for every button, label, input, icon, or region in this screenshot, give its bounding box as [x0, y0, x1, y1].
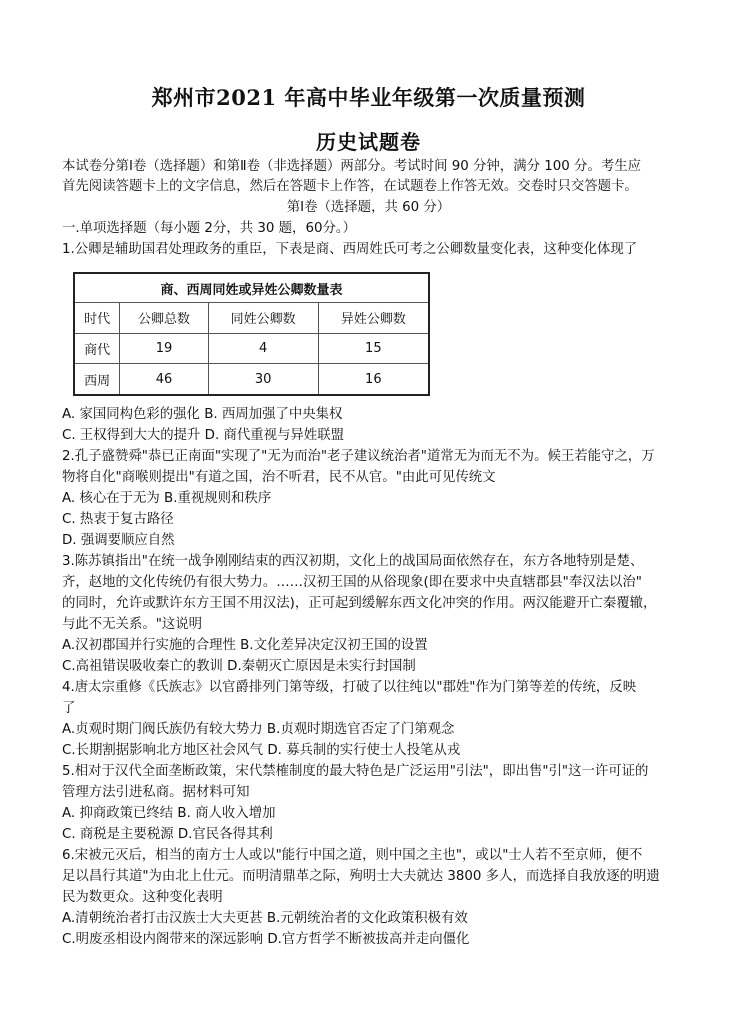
- instructions-line-1: 本试卷分第Ⅰ卷（选择题）和第Ⅱ卷（非选择题）两部分。考试时间 90 分钟，满分 100 分。考生应: [62, 159, 642, 174]
- q5-stem-1: 5.相对于汉代全面垄断政策，宋代禁榷制度的最大特色是广泛运用"引法"，即出售"引"这一许可证的: [62, 764, 649, 779]
- q5-options-cd: C. 商税是主要税源 D.官民各得其利: [62, 827, 273, 842]
- q3-stem-2: 齐，赵地的文化传统仍有很大势力。……汉初王国的从俗现象(即在要求中央直辖郡县"奉汉法以治": [62, 575, 642, 590]
- q6-options-ab: A.清朝统治者打击汉族士大夫更甚 B.元朝统治者的文化政策积极有效: [62, 911, 468, 926]
- exam-subtitle: 历史试题卷: [316, 130, 421, 154]
- table-cell: 西周: [74, 364, 120, 395]
- q3-options-cd: C.高祖错误吸收秦亡的教训 D.秦朝灭亡原因是未实行封国制: [62, 659, 416, 674]
- section-heading: 一.单项选择题（每小题 2分，共 30 题，60分。）: [62, 221, 356, 236]
- q4-options-cd: C.长期割据影响北方地区社会风气 D. 募兵制的实行使士人投笔从戎: [62, 743, 461, 758]
- q6-stem-1: 6.宋被元灭后，相当的南方士人或以"能行中国之道，则中国之主也"，或以"士人若不至京师，便不: [62, 848, 643, 863]
- table-row: [74, 364, 429, 395]
- table-cell: 15: [318, 333, 429, 364]
- table-caption: 商、西周同姓或异姓公卿数量表: [74, 273, 429, 303]
- q2-option-c: C. 热衷于复古路径: [62, 512, 174, 527]
- q4-stem-1: 4.唐太宗重修《氏族志》以官爵排列门第等级，打破了以往纯以"郡姓"作为门第等差的传统，反映: [62, 680, 637, 695]
- q3-stem-1: 3.陈苏镇指出"在统一战争刚刚结束的西汉初期，文化上的战国局面依然存在，东方各地特别是楚、: [62, 554, 644, 569]
- q5-options-ab: A. 抑商政策已终结 B. 商人收入增加: [62, 806, 276, 821]
- q3-options-ab: A.汉初郡国并行实施的合理性 B.文化差异决定汉初王国的设置: [62, 638, 428, 653]
- instructions-line-2: 首先阅读答题卡上的文字信息，然后在答题卡上作答，在试题卷上作答无效。交卷时只交答题卡。: [62, 179, 638, 194]
- exam-title: 郑州市2021 年高中毕业年级第一次质量预测: [151, 85, 586, 110]
- table-header-row: [74, 303, 429, 334]
- part-heading: 第Ⅰ卷（选择题，共 60 分）: [286, 200, 451, 215]
- table-cell: 30: [208, 364, 318, 395]
- q6-stem-3: 民为数更众。这种变化表明: [62, 890, 223, 905]
- q1-options-ab: A. 家国同构色彩的强化 B. 西周加强了中央集权: [62, 407, 343, 422]
- table-cell: 4: [208, 333, 318, 364]
- table-cell: 19: [120, 333, 208, 364]
- q3-stem-3: 的同时，允许或默许东方王国不用汉法)，正可起到缓解东西文化冲突的作用。两汉能避开亡秦覆辙，: [62, 596, 657, 611]
- q2-stem-2: 物将自化"商喉则提出"有道之国，治不听君，民不从官。"由此可见传统文: [62, 470, 496, 485]
- q4-stem-2: 了: [62, 701, 76, 716]
- q1-data-table: [73, 272, 430, 396]
- table-cell: 商代: [74, 333, 120, 364]
- table-header-cell: 异姓公卿数: [318, 303, 429, 334]
- q1-stem: 1.公卿是辅助国君处理政务的重臣，下表是商、西周姓氏可考之公卿数量变化表，这种变化体现了: [62, 242, 638, 257]
- table-row: [74, 333, 429, 364]
- table-header-cell: 公卿总数: [120, 303, 208, 334]
- table-header-cell: 同姓公卿数: [208, 303, 318, 334]
- q4-options-ab: A.贞观时期门阀氏族仍有较大势力 B.贞观时期选官否定了门第观念: [62, 722, 455, 737]
- q2-option-a: A. 核心在于无为 B.重视规则和秩序: [62, 491, 272, 506]
- q5-stem-2: 管理方法引进私商。据材料可知: [62, 785, 250, 800]
- q2-stem-1: 2.孔子盛赞舜"恭已正南面"实现了"无为而治"老子建议统治者"道常无为而无不为。候王若能守之，万: [62, 449, 655, 464]
- table-cell: 46: [120, 364, 208, 395]
- table-cell: 16: [318, 364, 429, 395]
- q6-stem-2: 足以昌行其道"为由北上仕元。而明清鼎革之际，殉明士大夫就达 3800 多人，而选择自我放逐的明遗: [62, 869, 660, 884]
- q2-option-d: D. 强调要顺应自然: [62, 533, 175, 548]
- q3-stem-4: 与此不无关系。"这说明: [62, 617, 203, 632]
- table-header-cell: 时代: [74, 303, 120, 334]
- q6-options-cd: C.明废丞相设内阁带来的深远影响 D.官方哲学不断被拔高并走向僵化: [62, 932, 470, 947]
- q1-options-cd: C. 王权得到大大的提升 D. 商代重视与异姓联盟: [62, 428, 344, 443]
